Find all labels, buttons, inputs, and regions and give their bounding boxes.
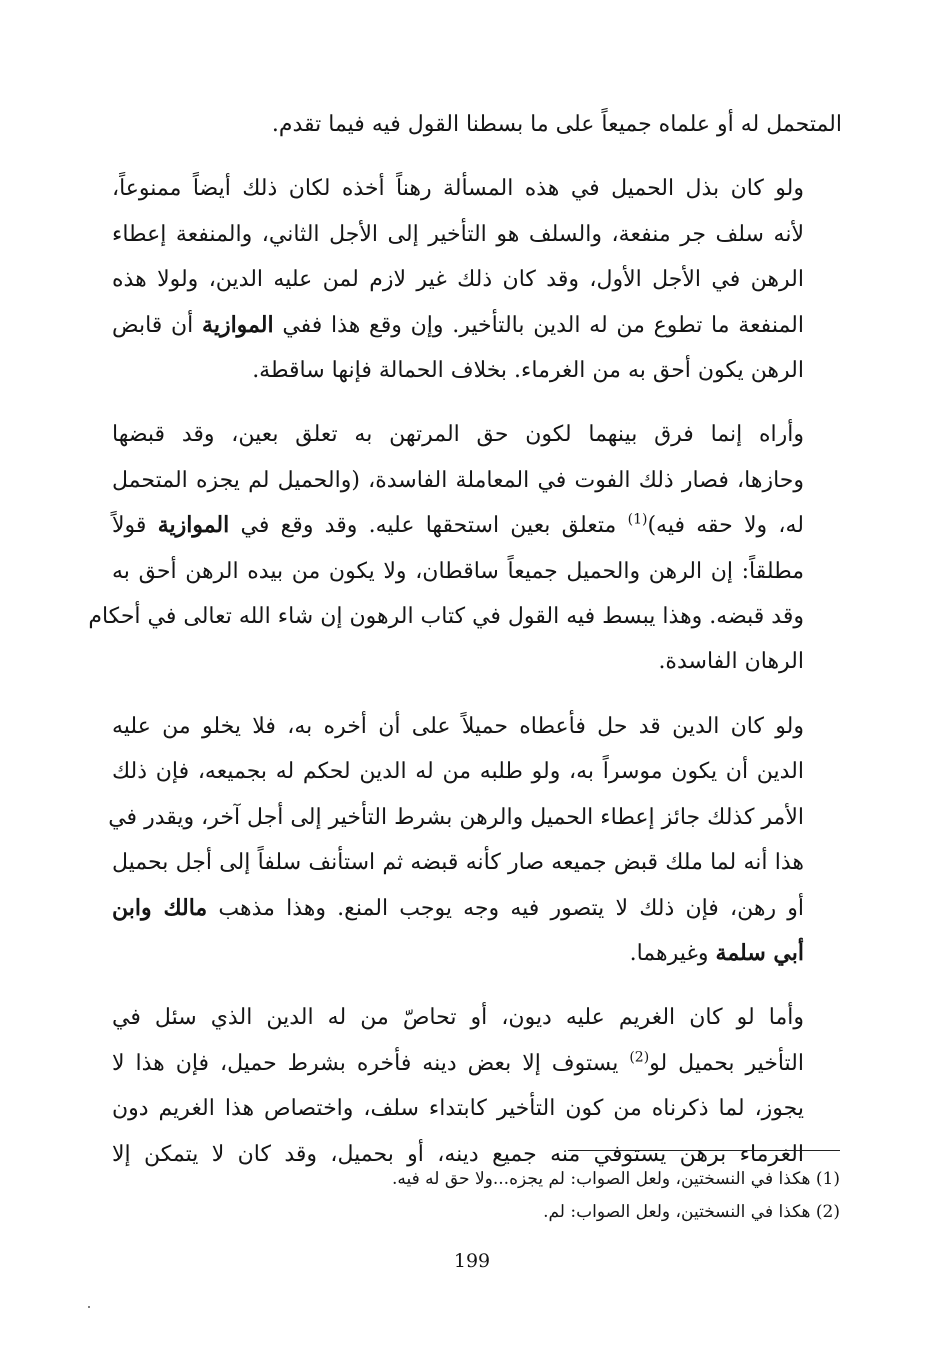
text-line: ولو كان الدين قد حل فأعطاه حميلاً على أن أخره به، فلا يخلو من عليه — [112, 713, 804, 739]
paragraph-3 — [88, 412, 842, 684]
text-line: المنفعة ما تطوع من له الدين بالتأخير. وإن وقع هذا ففي الموازية أن قابض — [112, 311, 804, 338]
text-line: أبي سلمة وغيرهما. — [629, 939, 804, 966]
text-line: وأراه إنما فرق بينهما لكون حق المرتهن به تعلق بعين، وقد قبضها — [112, 422, 804, 448]
text-line: هذا أنه لما ملك قبض جميعه صار كأنه قبضه ثم استأنف سلفاً إلى أجل بحميل — [112, 850, 804, 876]
text-line: وحازها، فصار ذلك الفوت في المعاملة الفاسدة، (والحميل لم يجزه المتحمل — [112, 467, 804, 493]
text-line: التأخير بحميل لو$^{(2)}$ يستوف إلا بعض دينه فأخره بشرط حميل، فإن هذا لا — [112, 1049, 805, 1076]
text-line: ولو كان بذل الحميل في هذه المسألة رهناً أخذه لكان ذلك أيضاً ممنوعاً، — [112, 176, 804, 202]
text-line: يجوز، لما ذكرناه من كون التأخير كابتداء سلف، واختصاص هذا الغريم دون — [112, 1096, 804, 1122]
text-line: أو رهن، فإن ذلك لا يتصور فيه وجه يوجب المنع. وهذا مذهب مالك وابن — [112, 894, 805, 921]
page-number: 199 — [453, 1250, 491, 1272]
text-line: المتحمل له أو علماه جميعاً على ما بسطنا القول فيه فيما تقدم. — [271, 112, 842, 137]
text-line: لأنه سلف جر منفعة، والسلف هو التأخير إلى الأجل الثاني، والمنفعة إعطاء — [112, 221, 804, 247]
text-line: وقد قبضه. وهذا يبسط فيه القول في كتاب الرهون إن شاء الله تعالى في أحكام — [88, 604, 804, 630]
paragraph-1 — [112, 102, 842, 147]
text-line: الرهن يكون أحق به من الغرماء. بخلاف الحمالة فإنها ساقطة. — [252, 358, 804, 384]
text-line: الدين أن يكون موسراً به، ولو طلبه من له الدين لحكم له بجميعه، فإن ذلك — [112, 759, 804, 785]
text-line: مطلقاً: إن الرهن والحميل جميعاً ساقطان، ولا يكون من بيده الرهن أحق به — [112, 558, 804, 584]
text-line: الأمر كذلك جائز إعطاء الحميل والرهن بشرط التأخير إلى أجل آخر، ويقدر في — [108, 804, 804, 830]
footnote-1: (1) هكذا في النسختين، ولعل الصواب: لم يجزه...ولا حق له فيه. — [392, 1169, 840, 1189]
text-line: وأما لو كان الغريم عليه ديون، أو تحاصّ من له الدين الذي سئل في — [112, 1005, 804, 1031]
paragraph-2 — [112, 166, 842, 393]
footnote-2: (2) هكذا في النسختين، ولعل الصواب: لم. — [543, 1202, 840, 1222]
text-line: الرهن في الأجل الأول، وقد كان ذلك غير لازم لمن عليه الدين، ولولا هذه — [112, 267, 804, 293]
body-text — [88, 102, 842, 1177]
text-line: الغرماء برهن يستوفي منه جميع دينه، أو بحميل، وقد كان لا يتمكن إلا — [112, 1141, 804, 1167]
scan-speck — [88, 1306, 90, 1308]
paragraph-4 — [108, 704, 842, 976]
footnotes — [300, 1163, 840, 1229]
footnote-separator — [568, 1150, 840, 1151]
text-line: الرهان الفاسدة. — [658, 649, 804, 675]
text-line: له، ولا حقه فيه)$^{(1)}$ متعلق بعين استحقها عليه. وقد وقع في الموازية قولاً — [112, 511, 805, 539]
